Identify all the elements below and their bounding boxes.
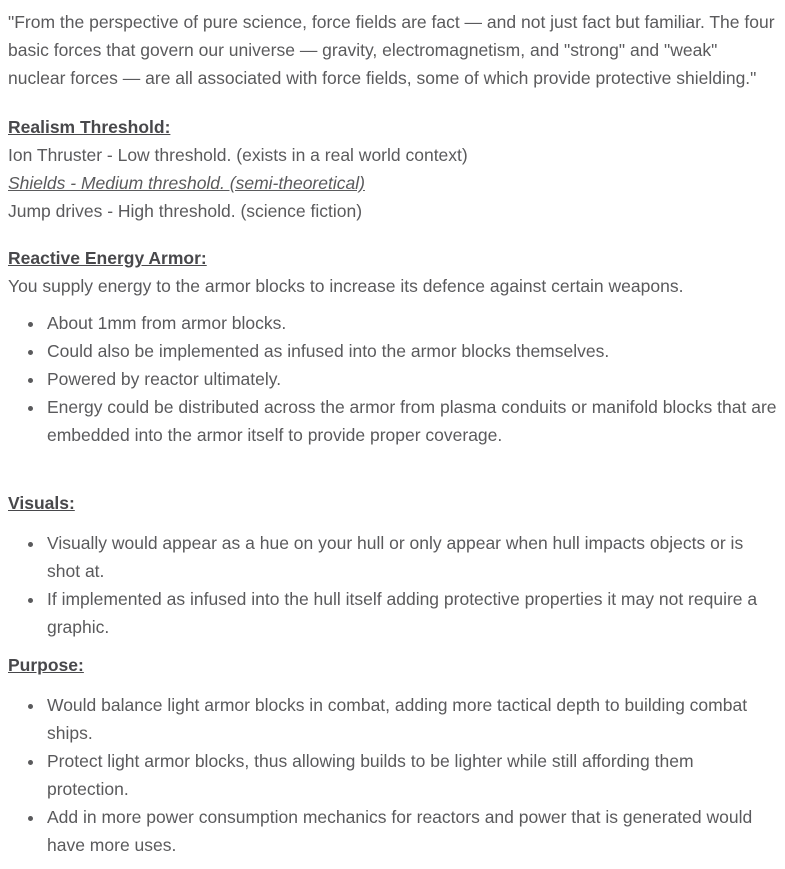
list-item: • Protect light armor blocks, thus allowing builds to be lighter while still affording them protection. — [45, 747, 777, 803]
reactive-energy-armor-block — [8, 244, 777, 300]
purpose-bullet-list — [8, 691, 777, 859]
line-jump-drives: Jump drives - High threshold. (science fiction) — [8, 201, 363, 221]
list-item: • Powered by reactor ultimately. — [45, 365, 777, 393]
heading-reactive-energy-armor: Reactive Energy Armor: — [8, 248, 207, 268]
reactive-bullet-list — [8, 309, 777, 449]
list-item: • If implemented as infused into the hull itself adding protective properties it may not require a graphic. — [45, 585, 777, 641]
list-item: • Energy could be distributed across the armor from plasma conduits or manifold blocks that are embedded into the armor itself to provide proper coverage. — [45, 393, 777, 449]
reactive-intro-line: You supply energy to the armor blocks to increase its defence against certain weapons. — [8, 276, 684, 296]
purpose-heading-block — [8, 651, 777, 679]
line-ion-thruster: Ion Thruster - Low threshold. (exists in a real world context) — [8, 145, 468, 165]
heading-purpose: Purpose: — [8, 655, 84, 675]
realism-threshold-block — [8, 113, 777, 225]
heading-visuals: Visuals: — [8, 493, 75, 513]
list-item: • Add in more power consumption mechanics for reactors and power that is generated would have more uses. — [45, 803, 777, 859]
list-item: • Would balance light armor blocks in combat, adding more tactical depth to building combat ships. — [45, 691, 777, 747]
list-item: • About 1mm from armor blocks. — [45, 309, 777, 337]
line-shields: Shields - Medium threshold. (semi-theoretical) — [8, 173, 365, 193]
visuals-heading-block — [8, 489, 777, 517]
heading-realism-threshold: Realism Threshold: — [8, 117, 171, 137]
intro-quote-paragraph: "From the perspective of pure science, force fields are fact — and not just fact but familiar. The four basic forces that govern our universe — gravity, electromagnetism, and "strong" and "weak" nuclear forces — are all associated with force fields, some of which provide protective shielding." — [8, 12, 775, 88]
list-item: • Visually would appear as a hue on your hull or only appear when hull impacts objects or is shot at. — [45, 529, 777, 585]
visuals-bullet-list — [8, 529, 777, 641]
list-item: • Could also be implemented as infused into the armor blocks themselves. — [45, 337, 777, 365]
